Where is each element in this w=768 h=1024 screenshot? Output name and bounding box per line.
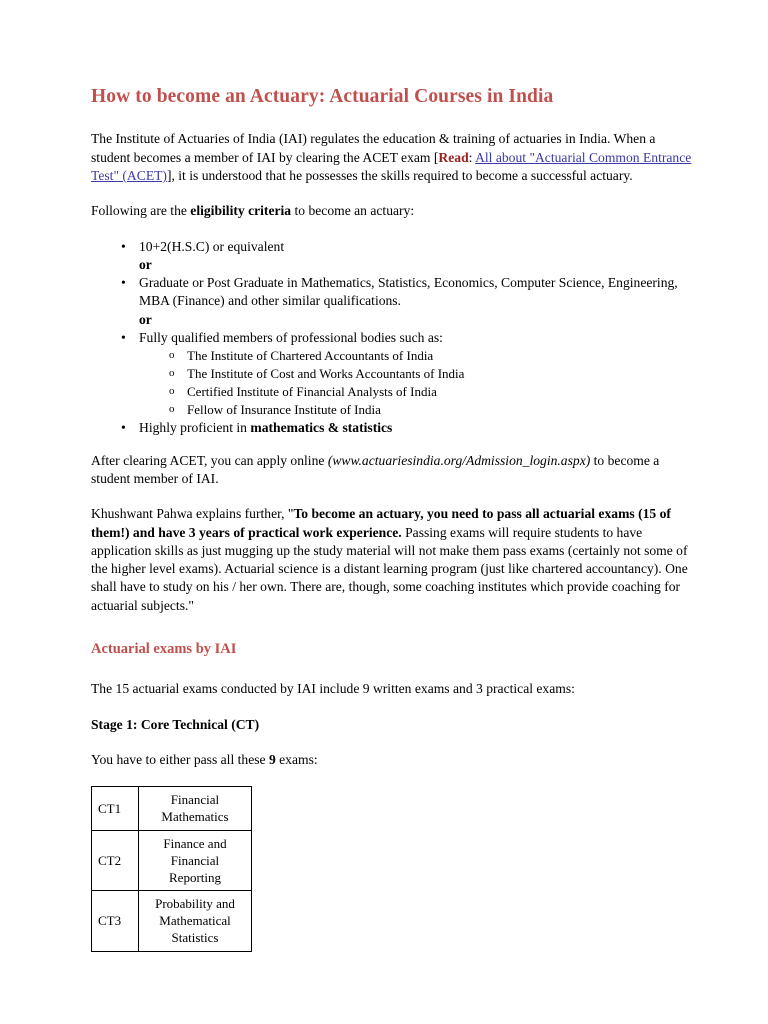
acet-article-link[interactable]: All about "Actuarial Common Entrance Test" (ACET) xyxy=(91,149,692,183)
list-item xyxy=(91,238,698,275)
list-item xyxy=(139,401,698,419)
eligibility-criteria-bold: eligibility criteria xyxy=(190,203,292,219)
circle-bullet-icon: o xyxy=(169,402,175,415)
apply-text-after: to become a student member of IAI. xyxy=(91,452,660,487)
or-separator: or xyxy=(139,311,152,327)
exam-count-bold: 9 xyxy=(268,751,276,767)
or-separator: or xyxy=(139,256,152,272)
disc-bullet-icon: • xyxy=(121,329,126,345)
circle-bullet-icon: o xyxy=(169,348,175,361)
eligibility-item-text: 10+2(H.S.C) or equivalent xyxy=(139,238,285,254)
stage-lead-paragraph xyxy=(91,751,698,769)
exam-name: Probability and Mathematical Statistics xyxy=(139,891,252,951)
apply-text-before: After clearing ACET, you can apply online xyxy=(91,452,328,468)
read-label: Read xyxy=(438,149,469,165)
application-url: (www.actuariesindia.org/Admission_login.aspx) xyxy=(327,452,591,468)
spacer xyxy=(91,658,698,680)
list-item xyxy=(139,383,698,401)
disc-bullet-icon: • xyxy=(121,420,126,436)
disc-bullet-icon: • xyxy=(121,238,126,254)
eligibility-list-block xyxy=(91,238,698,438)
list-item xyxy=(91,419,698,437)
intro-text-part2: ], it is understood that he possesses the skills required to become a successful actuary. xyxy=(166,167,633,183)
apply-online-paragraph xyxy=(91,452,698,489)
page-title: How to become an Actuary: Actuarial Courses in India xyxy=(91,86,554,107)
eligibility-item-text: Fully qualified members of professional bodies such as: xyxy=(139,329,443,345)
read-colon: : xyxy=(468,149,476,165)
table-row xyxy=(92,891,252,951)
list-item xyxy=(139,347,698,365)
maths-stats-bold: mathematics & statistics xyxy=(250,420,393,436)
quote-bold-part: To become an actuary, you need to pass all actuarial exams (15 of them!) and have 3 years of practical work experience. xyxy=(91,506,671,540)
list-item xyxy=(91,274,698,329)
quote-rest: Passing exams will require students to have application skills as just mugging up the study material will not make them pass exams (certainly not some of the higher level exams). Actuarial science is a distant learning program (just like chartered accountancy). One shall have to study on his / her own. There are, though, some coaching institutes which provide coaching for actuarial subjects." xyxy=(91,524,688,613)
professional-body-name: The Institute of Cost and Works Accountants of India xyxy=(187,366,465,382)
eligibility-list xyxy=(91,238,698,438)
professional-body-name: Fellow of Insurance Institute of India xyxy=(187,402,381,418)
stage-lead-before: You have to either pass all these xyxy=(91,751,269,767)
core-technical-table xyxy=(91,786,252,951)
professional-body-name: The Institute of Chartered Accountants of India xyxy=(187,348,434,364)
table-body xyxy=(92,787,252,951)
exam-code: CT1 xyxy=(92,787,139,830)
exam-name: Finance and Financial Reporting xyxy=(139,830,252,890)
intro-text-part1: The Institute of Actuaries of India (IAI) regulates the education & training of actuaries in India. When a student becomes a member of IAI by clearing the ACET exam [ xyxy=(91,131,656,165)
eligibility-item-text: Graduate or Post Graduate in Mathematics, Statistics, Economics, Computer Science, Engineering, MBA (Finance) and other similar qualifications. xyxy=(139,275,678,309)
exam-name: Financial Mathematics xyxy=(139,787,252,830)
professional-bodies-list xyxy=(139,347,698,419)
stage-lead-after: exams: xyxy=(275,751,318,767)
professional-body-name: Certified Institute of Financial Analysts of India xyxy=(187,384,437,400)
quote-paragraph xyxy=(91,505,698,615)
exams-summary-paragraph: The 15 actuarial exams conducted by IAI include 9 written exams and 3 practical exams: xyxy=(91,681,575,697)
section-heading-exams: Actuarial exams by IAI xyxy=(91,641,237,658)
table-row xyxy=(92,830,252,890)
eligibility-lead-after: to become an actuary: xyxy=(291,203,415,219)
intro-paragraph xyxy=(91,130,698,185)
stage-heading xyxy=(91,716,698,734)
eligibility-lead-paragraph xyxy=(91,202,698,220)
table-row xyxy=(92,787,252,830)
exam-code: CT3 xyxy=(92,891,139,951)
stage-heading-text: Stage 1: Core Technical (CT) xyxy=(91,716,260,732)
eligibility-item-text-before: Highly proficient in xyxy=(139,420,251,436)
list-item xyxy=(139,365,698,383)
quote-intro: Khushwant Pahwa explains further, " xyxy=(91,506,294,522)
list-item xyxy=(91,329,698,420)
exam-code: CT2 xyxy=(92,830,139,890)
disc-bullet-icon: • xyxy=(121,275,126,291)
eligibility-lead-before: Following are the xyxy=(91,203,191,219)
circle-bullet-icon: o xyxy=(169,366,175,379)
circle-bullet-icon: o xyxy=(169,384,175,397)
